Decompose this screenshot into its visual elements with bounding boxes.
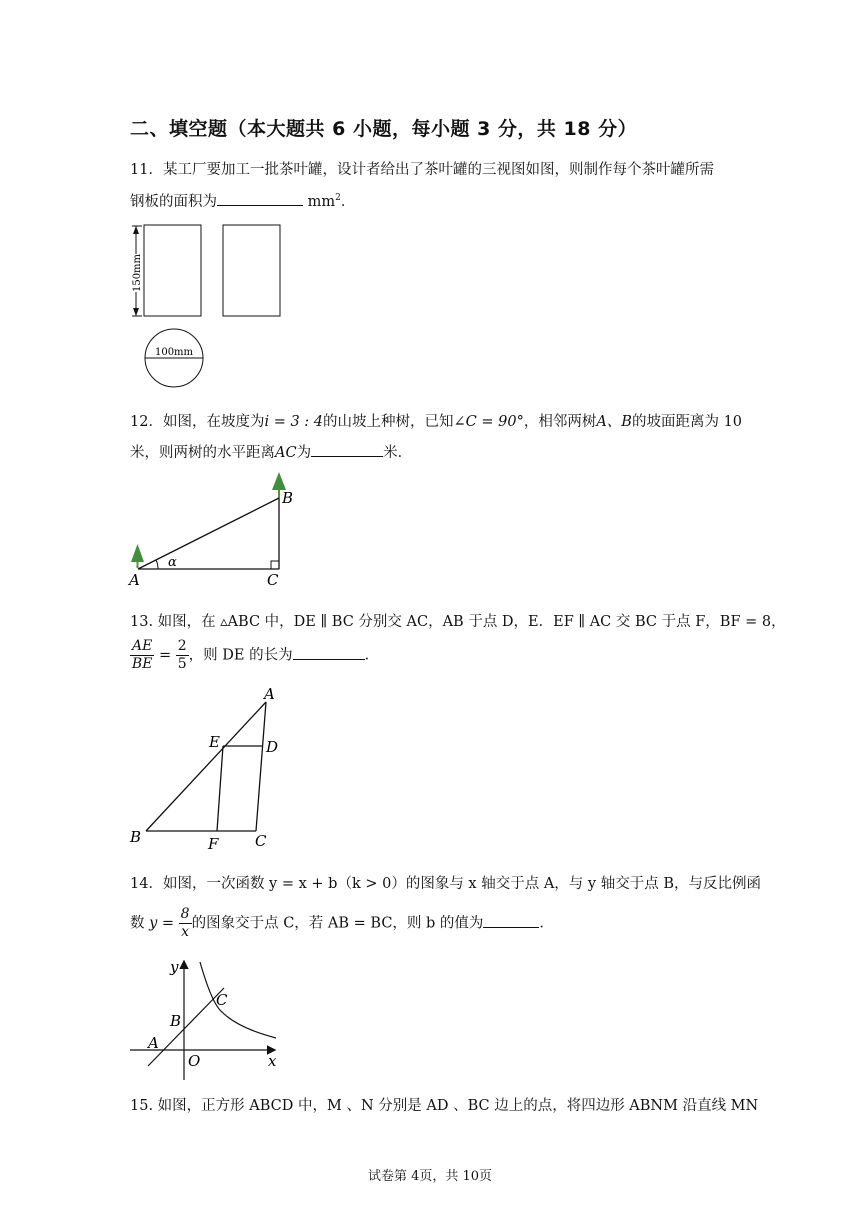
q12-angle: ∠C = 90°: [453, 414, 524, 430]
q14-label-b: B: [170, 1012, 182, 1030]
q13-line1: 13. 如图，在 ▵ABC 中，DE ∥ BC 分别交 AC，AB 于点 D，E．EF ∥ AC 交 BC 于点 F，BF = 8，: [130, 614, 786, 630]
q12-line1: [130, 410, 742, 431]
q11-prefix: 钢板的面积为: [130, 194, 217, 210]
q11-line2: [130, 190, 355, 211]
q13-text-after: ，则 DE 的长为: [188, 647, 293, 664]
q14-label-c: C: [216, 991, 228, 1009]
q11-suffix: ．: [340, 194, 356, 210]
page-footer: 试卷第 4页，共 10页: [367, 1169, 493, 1184]
q13-ratio-fraction: $\frac{AE}{BE}$: [131, 638, 153, 672]
q14-line1: 14．如图，一次函数 y = x + b（k > 0）的图象与 x 轴交于点 A，与 y 轴交于点 B，与反比例函: [130, 876, 761, 892]
q13-triangle-figure: [126, 684, 296, 854]
q12-ac: AC: [275, 445, 297, 461]
q12-text-e: 米，则两树的水平距离: [130, 445, 275, 461]
q13-side-ba: [146, 702, 266, 831]
q12-text-a: 12．如图，在坡度为: [130, 414, 265, 430]
q12-angle-arc: [156, 560, 158, 569]
q12-right-angle-mark: [271, 561, 279, 569]
q11-answer-blank[interactable]: [217, 191, 303, 206]
q11-height-label: 150mm: [132, 253, 143, 293]
q13-label-d: D: [266, 738, 279, 756]
q14-label-a: A: [148, 1034, 159, 1052]
q14-linear-graph: [148, 988, 224, 1066]
q12-line2: [130, 441, 412, 462]
q12-points: A、B: [596, 414, 632, 430]
q12-text-d: 的坡面距离为 10: [631, 414, 743, 430]
q13-text-end: ．: [364, 647, 380, 664]
q11-dim-arrow-top: [133, 226, 139, 234]
q11-three-view-figure: [126, 218, 296, 394]
q14-text-end: ．: [539, 915, 554, 932]
q14-line2: [130, 906, 554, 941]
q12-text-g: 米．: [383, 445, 413, 461]
q11-front-view: [144, 225, 201, 316]
q13-line2: [130, 638, 379, 673]
q14-y-eq: y =: [149, 915, 175, 932]
section-title: 二、填空题（本大题共 6 小题，每小题 3 分，共 18 分）: [130, 118, 638, 140]
q13-label-a: A: [264, 685, 275, 703]
q11-side-view: [223, 225, 280, 316]
q13-label-c: C: [255, 832, 267, 850]
q12-line-ab: [138, 498, 279, 569]
q12-text-f: 为: [296, 445, 312, 461]
q13-label-b: B: [130, 828, 142, 846]
q12-text-c: ，相邻两树: [523, 414, 597, 430]
q11-unit-sup: 2: [335, 193, 341, 204]
q14-hyperbola: [200, 962, 276, 1038]
q13-eq: =: [158, 647, 172, 664]
q13-label-e: E: [209, 733, 220, 751]
q12-label-alpha: α: [168, 555, 177, 570]
q14-label-y: y: [170, 958, 179, 976]
q14-text-b: 的图象交于点 C，若 AB = BC，则 b 的值为: [191, 915, 484, 932]
q13-ratio-value: $\frac{2}{5}$: [177, 638, 187, 672]
q14-graph-figure: [126, 952, 296, 1086]
q11-line1: 11．某工厂要加工一批茶叶罐，设计者给出了茶叶罐的三视图如图，则制作每个茶叶罐所需: [130, 162, 714, 178]
q14-answer-blank[interactable]: [483, 913, 539, 928]
q14-text-a: 数: [130, 915, 145, 932]
q13-segment-ef: [217, 746, 223, 831]
q12-text-b: 的山坡上种树，已知: [323, 414, 454, 430]
q13-answer-blank[interactable]: [293, 645, 365, 660]
q12-answer-blank[interactable]: [311, 442, 383, 457]
q14-label-x: x: [268, 1052, 277, 1070]
q11-diameter-label: 100mm: [154, 347, 194, 358]
q11-dim-arrow-bottom: [133, 308, 139, 316]
q14-label-o: O: [188, 1052, 201, 1070]
q11-unit: mm: [307, 194, 336, 210]
q12-label-c: C: [267, 571, 279, 588]
tree-icon-a: [131, 544, 144, 568]
q12-slope-figure: [126, 470, 306, 588]
q15-line1: 15. 如图，正方形 ABCD 中，M 、N 分别是 AD 、BC 边上的点，将四边形 ABNM 沿直线 MN: [130, 1098, 759, 1114]
q12-label-b: B: [282, 489, 294, 507]
q13-label-f: F: [208, 835, 219, 853]
q12-slope: i = 3 : 4: [264, 414, 324, 430]
q14-inverse-fraction: $\frac{8}{x}$: [180, 906, 190, 940]
q12-label-a: A: [129, 571, 140, 588]
q13-side-ac: [256, 702, 266, 831]
